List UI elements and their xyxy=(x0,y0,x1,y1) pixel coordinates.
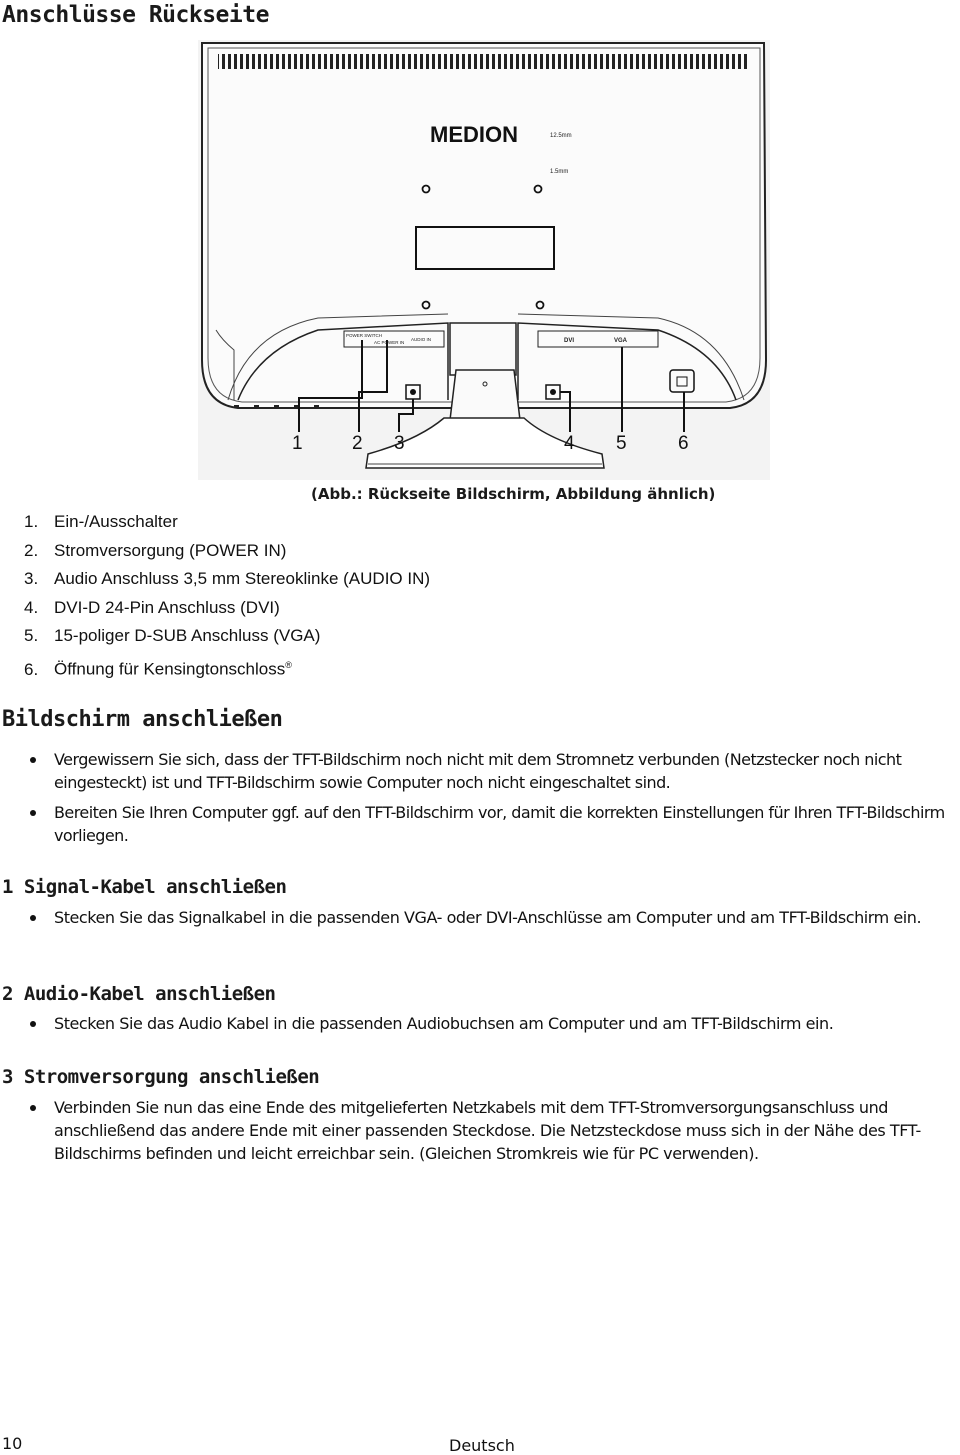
list-item: Vergewissern Sie sich, dass der TFT-Bildschirm noch nicht mit dem Stromnetz verbunden (Netzstecker noch nicht eingesteckt) ist und TFT-Bildschirm sowie Computer noch nicht eingeschaltet sind. xyxy=(24,748,960,794)
parts-list xyxy=(24,510,430,682)
port-label: DVI xyxy=(564,338,575,344)
list-item: 6. Öffnung für Kensingtonschloss® xyxy=(24,659,292,679)
monitor-rear-illustration xyxy=(198,40,770,480)
list-item: 1. Ein-/Ausschalter xyxy=(24,512,178,531)
list-item: 2. Stromversorgung (POWER IN) xyxy=(24,540,287,560)
port-label: AUDIO IN xyxy=(411,337,432,342)
vent-grille xyxy=(218,54,750,69)
registered-mark: ® xyxy=(285,659,292,670)
page-title: Anschlüsse Rückseite xyxy=(2,2,269,28)
bullet-list-audio xyxy=(24,1012,960,1042)
list-item: 4. DVI-D 24-Pin Anschluss (DVI) xyxy=(24,597,280,617)
dim-label: 12.5mm xyxy=(550,133,572,139)
list-item: Stecken Sie das Signalkabel in die passenden VGA- oder DVI-Anschlüsse am Computer und am TFT-Bildschirm ein. xyxy=(24,906,960,929)
callout-number: 4 xyxy=(564,433,575,454)
section-title-audio: 2 Audio-Kabel anschließen xyxy=(2,983,276,1005)
list-item: Verbinden Sie nun das eine Ende des mitgelieferten Netzkabels mit dem TFT-Stromversorgungsanschluss und anschließend das andere Ende mit einer passenden Steckdose. Die Netzsteckdose muss sich in der Nähe des TFT-Bildschirms befinden und leicht erreichbar sein. (Gleichen Stromkreis wie für PC verwenden). xyxy=(24,1096,960,1165)
callout-number: 2 xyxy=(352,433,363,454)
bullet-list-strom xyxy=(24,1096,960,1172)
list-item: Bereiten Sie Ihren Computer ggf. auf den TFT-Bildschirm vor, damit die korrekten Einstellungen für Ihren TFT-Bildschirm vorliegen. xyxy=(24,801,960,847)
section-title-strom: 3 Stromversorgung anschließen xyxy=(2,1066,320,1088)
callout-number: 3 xyxy=(394,433,405,454)
callout-number: 5 xyxy=(616,433,627,454)
footer-language: Deutsch xyxy=(449,1436,515,1455)
bullet-list-signal xyxy=(24,906,960,936)
stand-upper xyxy=(450,370,520,420)
section-title-signal: 1 Signal-Kabel anschließen xyxy=(2,876,287,898)
stand-neck xyxy=(450,323,516,375)
list-item: 5. 15-poliger D-SUB Anschluss (VGA) xyxy=(24,626,321,646)
port-label: AC POWER IN xyxy=(374,340,405,345)
callout-number: 1 xyxy=(292,433,303,454)
list-item: 3. Audio Anschluss 3,5 mm Stereoklinke (AUDIO IN) xyxy=(24,569,431,589)
brand-logo: MEDION xyxy=(430,122,518,147)
dim-label: 1.5mm xyxy=(550,169,569,175)
port-label: VGA xyxy=(614,338,628,344)
figure-caption: (Abb.: Rückseite Bildschirm, Abbildung ähnlich) xyxy=(311,485,716,503)
list-item: Stecken Sie das Audio Kabel in die passenden Audiobuchsen am Computer und am TFT-Bildschirm ein. xyxy=(24,1012,960,1035)
page-number: 10 xyxy=(2,1434,23,1453)
callout-number: 6 xyxy=(678,433,689,454)
port-label: POWER SWITCH xyxy=(346,333,382,338)
section-title-bildschirm: Bildschirm anschließen xyxy=(2,707,283,732)
bullet-list-bildschirm xyxy=(24,748,960,854)
